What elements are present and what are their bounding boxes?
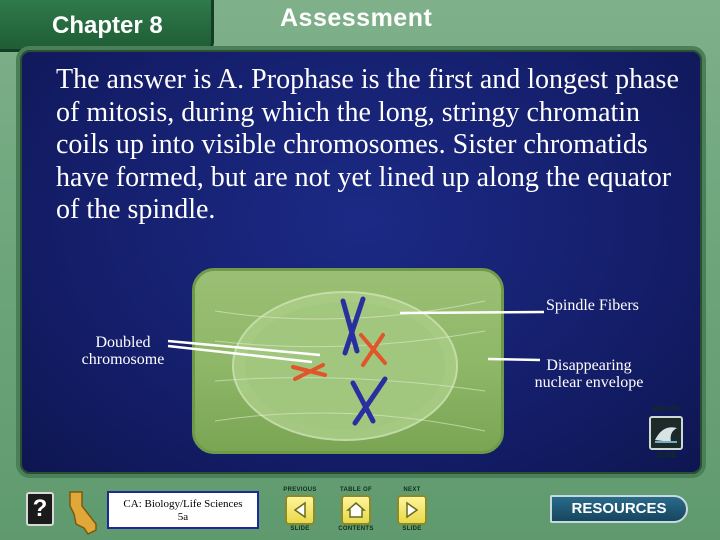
previous-slide-button[interactable] <box>276 486 324 538</box>
previous-top-label: PREVIOUS <box>283 487 317 493</box>
chapter-label: Chapter 8 <box>52 12 163 39</box>
nuclear-line2: nuclear envelope <box>534 374 644 391</box>
next-slide-button[interactable] <box>388 486 436 538</box>
answer-text: The answer is A. Prophase is the first and longest phase of mitosis, during which the long, stringy chromatin coils up into visible chromosomes. Sister chromatids have formed, but are not yet lined up along the equator of the spindle. <box>56 64 679 225</box>
doubled-line2: chromosome <box>81 351 165 368</box>
california-icon <box>66 490 100 536</box>
spindle-fibers-label: Spindle Fibers <box>546 297 639 314</box>
previous-bottom-label: SLIDE <box>290 526 310 532</box>
next-bottom-label: SLIDE <box>402 526 422 532</box>
doubled-chromosome-label <box>64 334 182 368</box>
left-arrow-icon <box>285 495 315 525</box>
standards-box <box>107 491 259 529</box>
nuclear-line1: Disappearing <box>546 357 632 374</box>
help-button[interactable]: ? <box>26 492 54 526</box>
toc-bottom-label: CONTENTS <box>338 526 374 532</box>
toc-top-label: TABLE OF <box>340 487 372 493</box>
resources-button[interactable]: RESOURCES <box>550 495 688 523</box>
table-of-contents-button[interactable] <box>332 486 380 538</box>
doubled-line1: Doubled <box>95 334 151 351</box>
house-icon <box>341 495 371 525</box>
standards-line1: CA: Biology/Life Sciences <box>123 498 243 510</box>
page-title: Assessment <box>280 4 433 32</box>
end-of-slide-icon <box>649 416 683 450</box>
next-top-label: NEXT <box>403 487 421 493</box>
nuclear-envelope-label <box>514 357 664 391</box>
end-of-slide-bottom: SLIDE <box>655 452 677 459</box>
end-of-slide-top: END OF <box>652 406 680 413</box>
right-arrow-icon <box>397 495 427 525</box>
standards-line2: 5a <box>177 511 189 523</box>
end-of-slide-button[interactable] <box>646 406 686 464</box>
